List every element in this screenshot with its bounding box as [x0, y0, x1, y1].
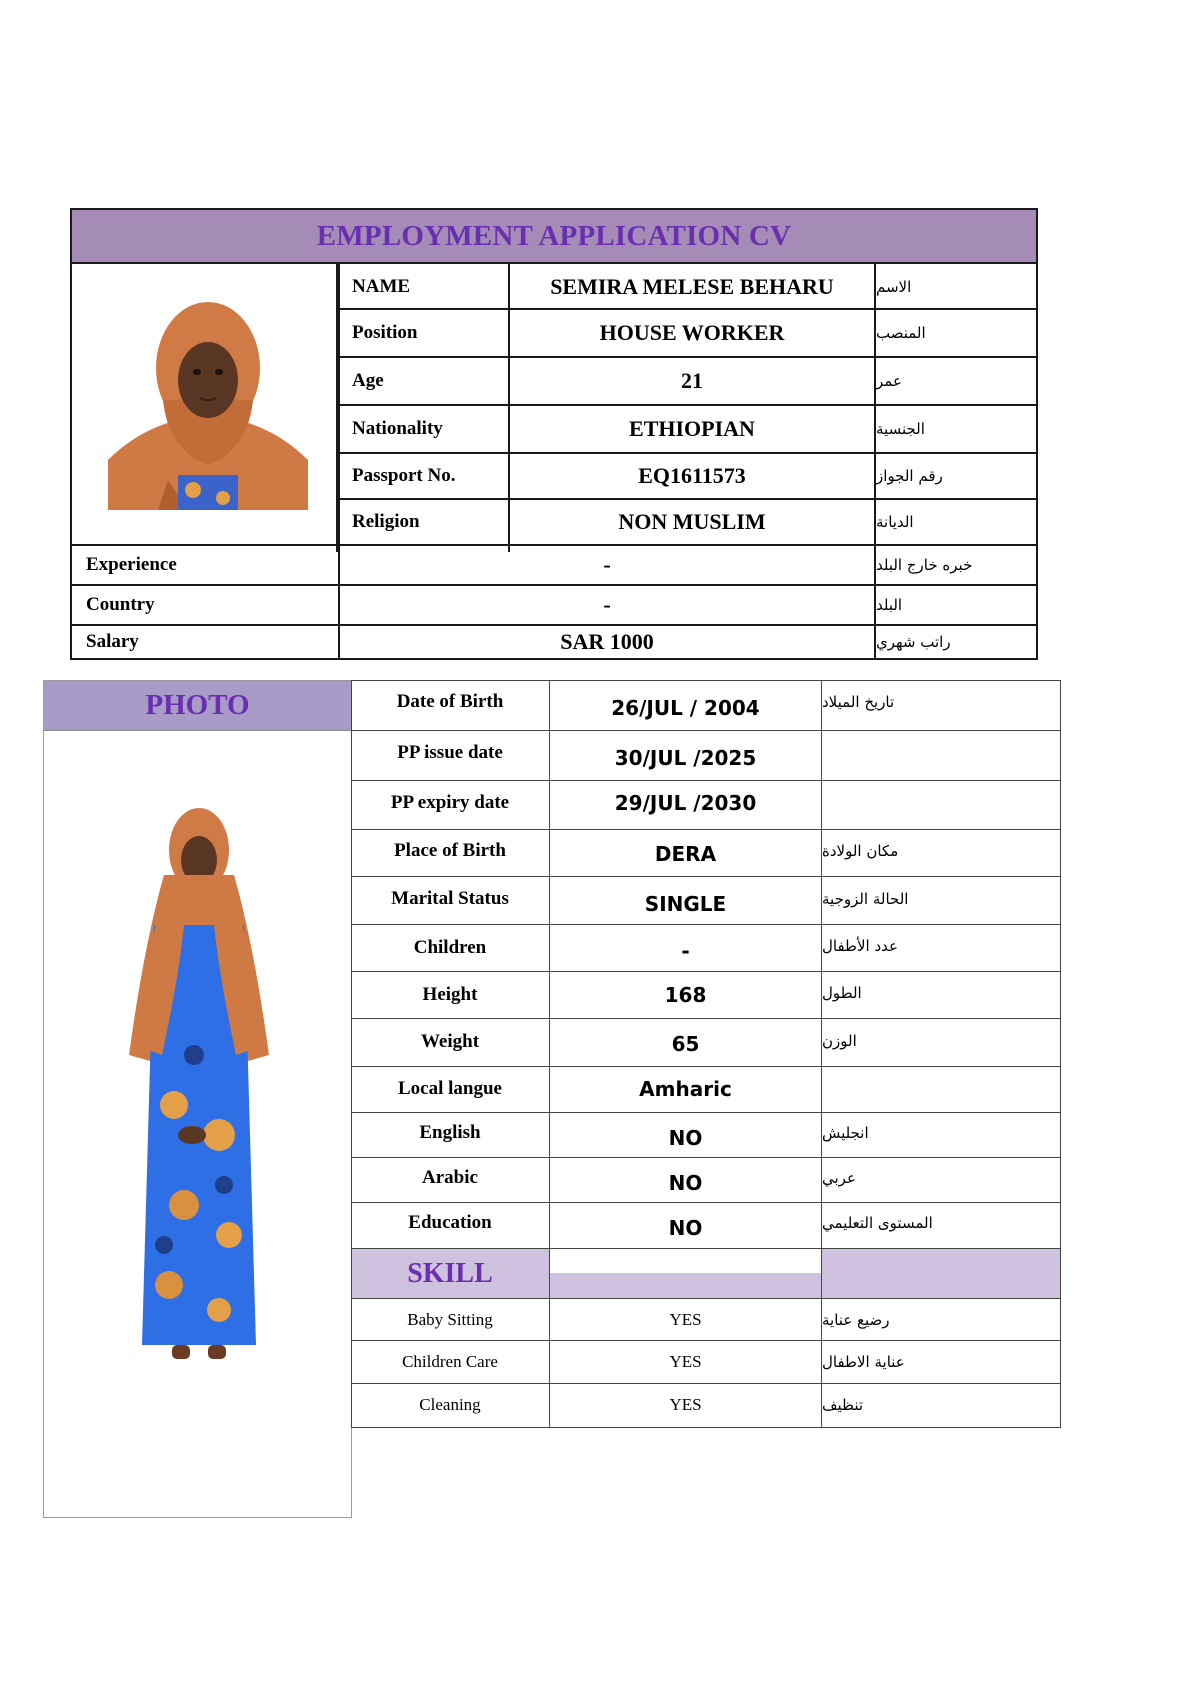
passport-label: Passport No.: [352, 465, 456, 486]
name-label: NAME: [352, 276, 411, 297]
children-value: -: [681, 938, 690, 963]
weight-label: Weight: [420, 1031, 480, 1052]
experience-value: -: [603, 552, 611, 577]
english-label: English: [419, 1122, 481, 1143]
country-label: Country: [86, 594, 155, 615]
marital-status-value: SINGLE: [644, 892, 727, 916]
dob-label: Date of Birth: [396, 691, 504, 712]
education-arabic: المستوى التعليمي: [822, 1214, 933, 1232]
religion-label: Religion: [352, 511, 420, 532]
skill-cleaning-arabic: تنظيف: [822, 1396, 864, 1414]
passport-value: EQ1611573: [638, 463, 746, 488]
salary-label: Salary: [86, 631, 139, 652]
position-arabic: المنصب: [876, 324, 926, 342]
photo-panel: [43, 680, 352, 1518]
place-of-birth-value: DERA: [654, 841, 717, 866]
english-arabic: انجليش: [822, 1124, 869, 1142]
arabic-value: NO: [668, 1171, 703, 1195]
local-language-label: Local langue: [398, 1078, 502, 1099]
height-label: Height: [422, 983, 478, 1005]
nationality-arabic: الجنسية: [876, 420, 925, 438]
pp-issue-label: PP issue date: [397, 742, 503, 763]
salary-arabic: راتب شهري: [876, 633, 951, 651]
nationality-value: ETHIOPIAN: [629, 416, 755, 441]
skill-children-care-label: Children Care: [402, 1352, 498, 1371]
name-arabic: الاسم: [876, 278, 912, 296]
salary-value: SAR 1000: [560, 629, 654, 654]
nationality-label: Nationality: [352, 418, 443, 439]
pp-expiry-value: 29/JUL /2030: [614, 791, 757, 815]
cv-title: EMPLOYMENT APPLICATION CV: [72, 210, 1036, 264]
local-language-value: Amharic: [639, 1077, 732, 1101]
pp-issue-value: 30/JUL /2025: [614, 746, 757, 770]
name-value: SEMIRA MELESE BEHARU: [550, 274, 834, 299]
skill-baby-sitting-label: Baby Sitting: [407, 1309, 493, 1329]
age-label: Age: [352, 370, 384, 391]
place-of-birth-arabic: مكان الولادة: [822, 842, 899, 860]
height-arabic: الطول: [822, 984, 862, 1002]
country-arabic: البلد: [876, 596, 903, 614]
country-value: -: [603, 592, 611, 617]
portrait-cell: [72, 264, 338, 552]
skill-baby-sitting-value: YES: [669, 1309, 702, 1329]
position-value: HOUSE WORKER: [599, 320, 785, 345]
arabic-label: Arabic: [422, 1167, 478, 1188]
age-value: 21: [681, 368, 703, 393]
religion-value: NON MUSLIM: [618, 509, 766, 534]
position-label: Position: [352, 322, 418, 343]
experience-arabic: خبره خارج البلد: [876, 556, 973, 574]
place-of-birth-label: Place of Birth: [394, 840, 506, 861]
photo-title: PHOTO: [44, 681, 351, 731]
weight-arabic: الوزن: [822, 1032, 857, 1050]
children-arabic: عدد الأطفال: [822, 937, 898, 955]
pp-expiry-label: PP expiry date: [390, 792, 510, 813]
weight-value: 65: [671, 1032, 700, 1056]
personal-details-table: [351, 680, 1061, 1428]
dob-arabic: تاريخ الميلاد: [822, 693, 895, 711]
education-value: NO: [668, 1216, 703, 1240]
age-arabic: عمر: [876, 372, 902, 390]
skill-cleaning-value: YES: [669, 1395, 702, 1414]
passport-arabic: رقم الجواز: [876, 467, 943, 485]
skill-title: SKILL: [407, 1258, 493, 1289]
arabic-arabic: عربي: [822, 1169, 856, 1187]
english-value: NO: [668, 1126, 703, 1150]
skill-baby-sitting-arabic: رضيع عناية: [822, 1310, 890, 1329]
experience-label: Experience: [86, 554, 177, 575]
full-body-photo: [124, 805, 274, 1365]
portrait-photo: [108, 290, 308, 510]
skill-children-care-arabic: عناية الاطفال: [822, 1353, 905, 1371]
applicant-summary-table: [70, 208, 1038, 660]
religion-arabic: الديانة: [876, 513, 914, 531]
height-value: 168: [664, 982, 707, 1007]
education-label: Education: [408, 1212, 492, 1233]
skill-cleaning-label: Cleaning: [419, 1395, 481, 1414]
marital-status-arabic: الحالة الزوجية: [822, 890, 909, 908]
skill-children-care-value: YES: [669, 1352, 702, 1371]
dob-value: 26/JUL / 2004: [611, 696, 760, 720]
children-label: Children: [413, 936, 487, 958]
marital-status-label: Marital Status: [391, 888, 509, 909]
